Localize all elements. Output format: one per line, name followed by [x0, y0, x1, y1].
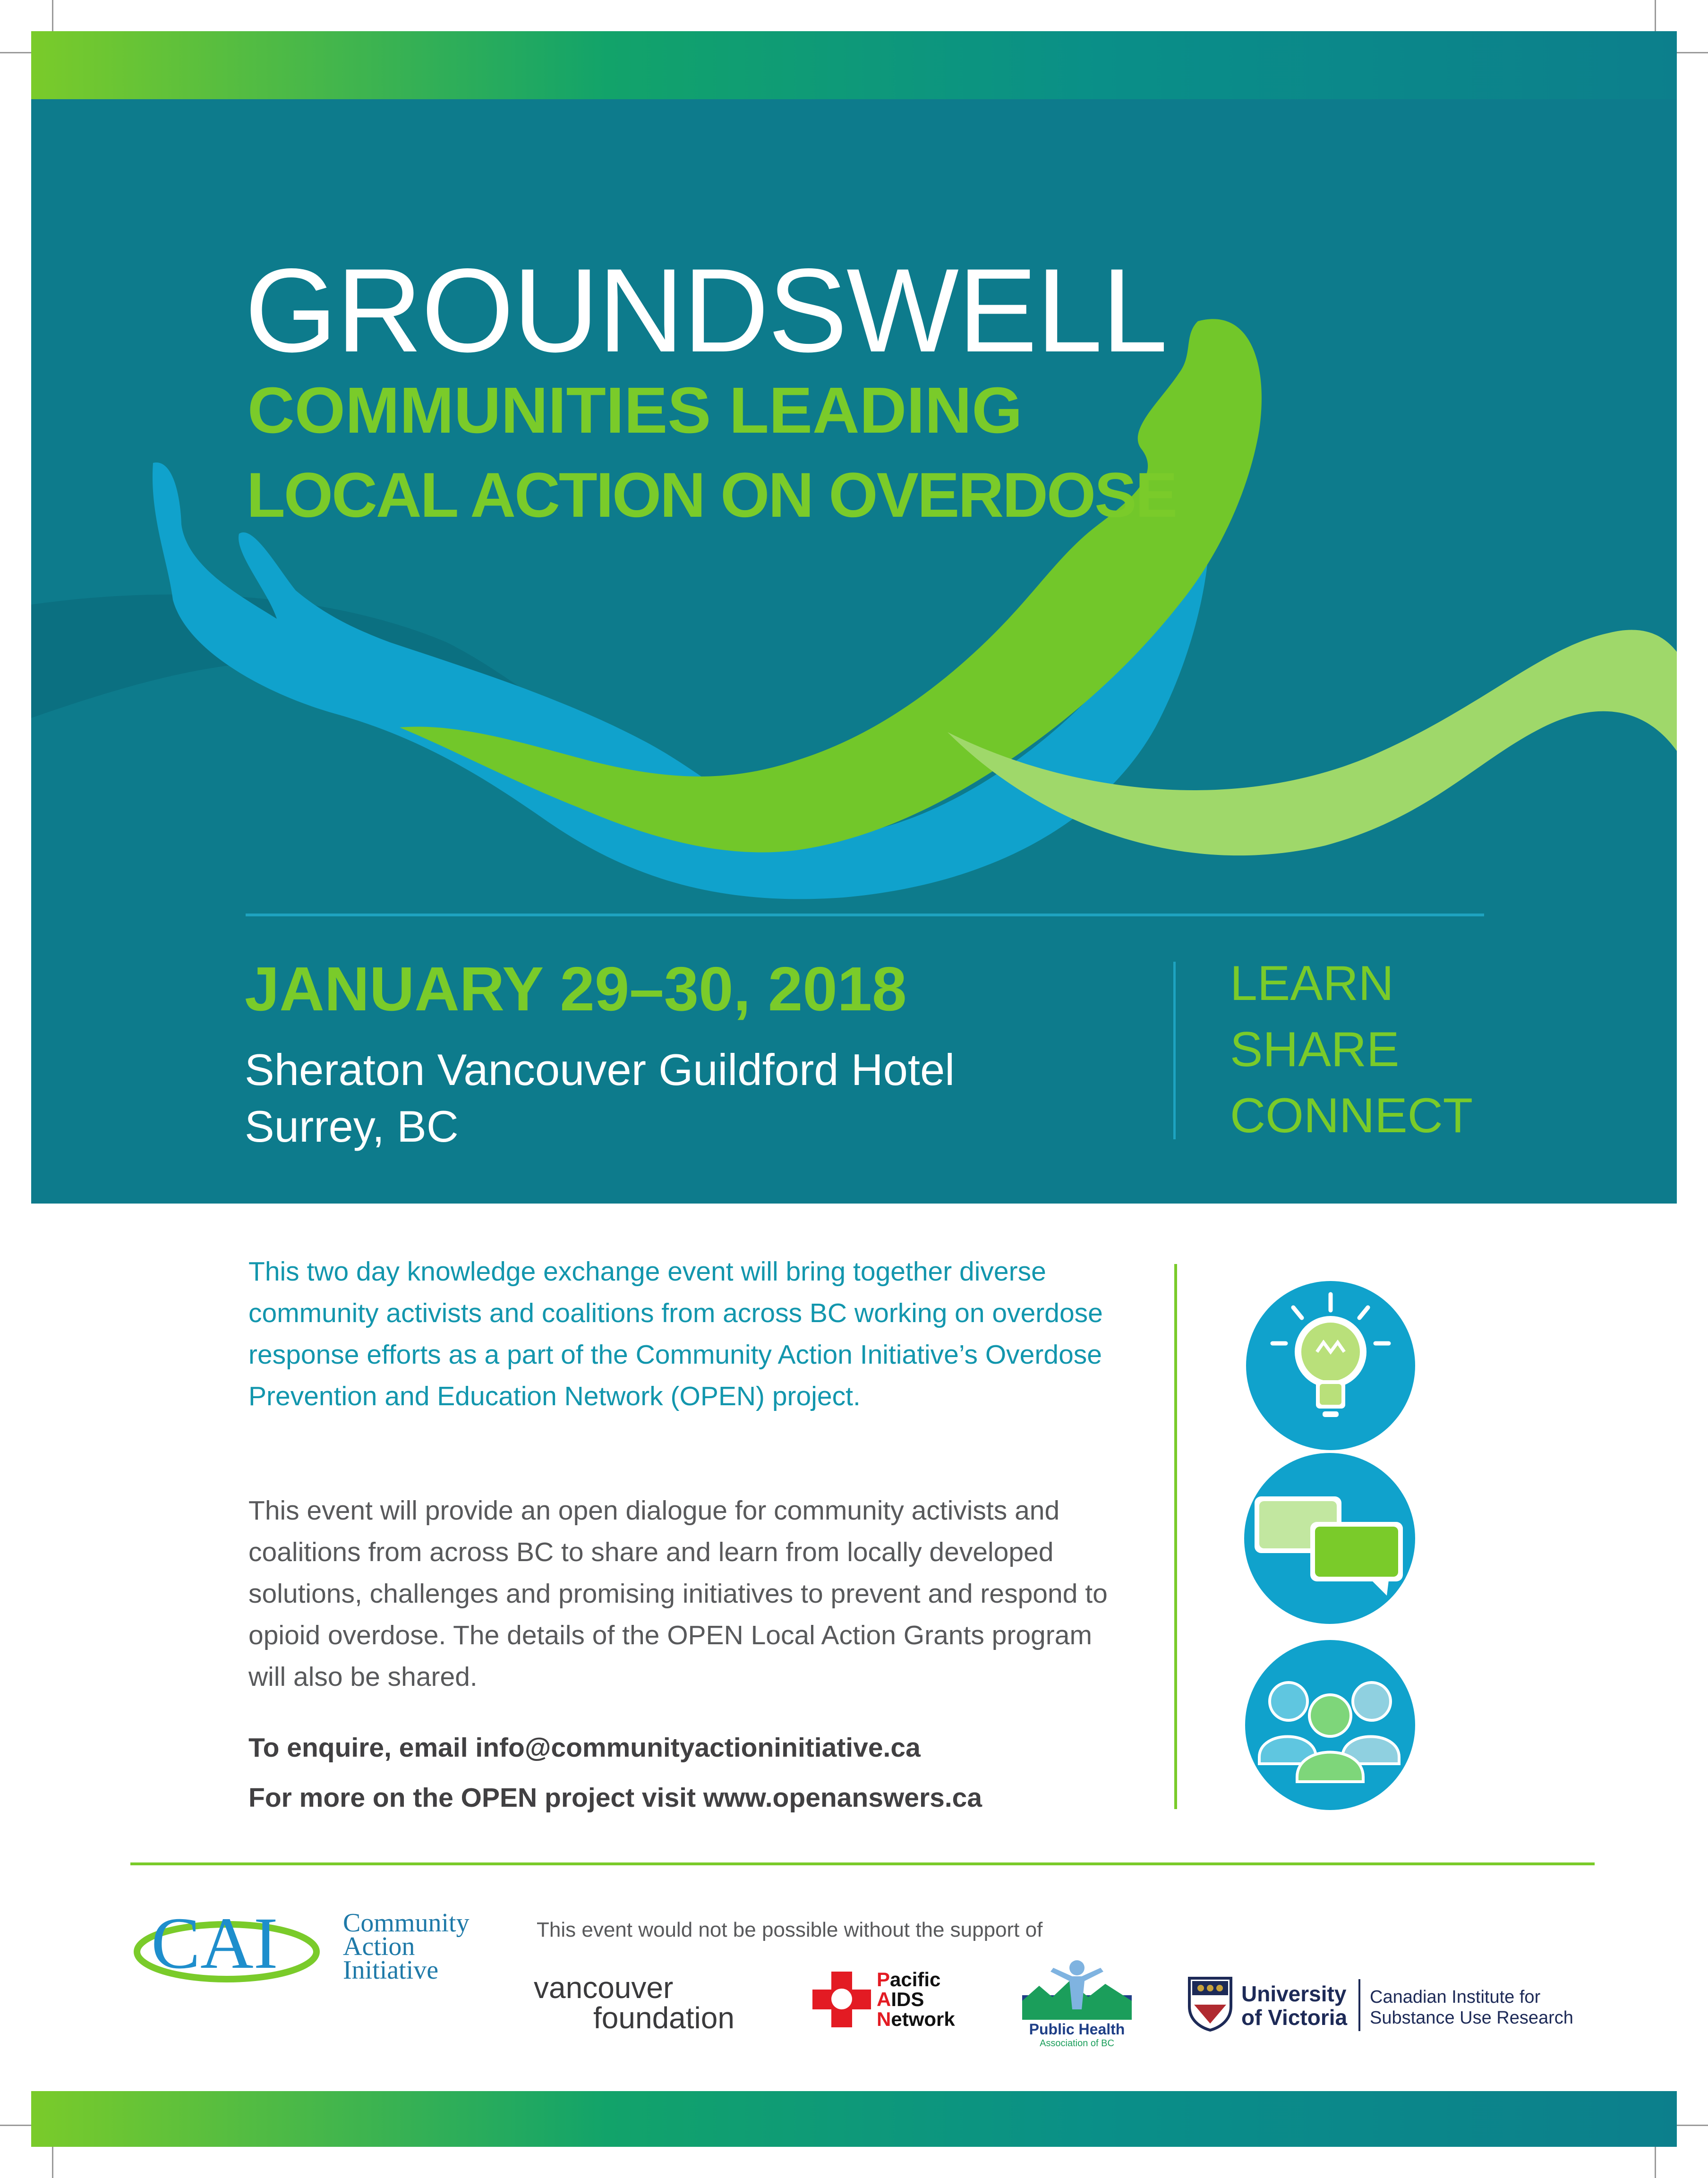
top-gradient-strip — [31, 31, 1677, 99]
motto-divider — [1173, 962, 1176, 1139]
event-subtitle-line2: LOCAL ACTION ON OVERDOSE — [247, 460, 1176, 530]
uvic-wordmark — [1241, 1982, 1347, 2029]
event-city: Surrey, BC — [245, 1102, 459, 1151]
footer-divider — [130, 1862, 1595, 1865]
uvic-divider — [1358, 1979, 1360, 2031]
pan-word: acific — [890, 1968, 941, 1990]
icons-divider — [1174, 1264, 1177, 1809]
pan-wordmark — [877, 1970, 955, 2029]
uvic-line: of Victoria — [1241, 2005, 1348, 2030]
vf-line1: vancouver — [534, 1971, 674, 2005]
vancouver-foundation-logo — [534, 1973, 734, 2033]
motto-learn: LEARN — [1230, 956, 1394, 1011]
event-date: JANUARY 29–30, 2018 — [245, 954, 907, 1024]
contact-web-line: For more on the OPEN project visit www.openanswers.ca — [248, 1783, 982, 1813]
cai-wordmark — [343, 1908, 470, 1985]
bottom-gradient-strip — [31, 2091, 1677, 2147]
motto-connect: CONNECT — [1230, 1088, 1473, 1143]
pan-initial: A — [877, 1988, 891, 2010]
pan-initial: P — [877, 1968, 890, 1990]
hero-banner — [31, 99, 1677, 1204]
cai-mark: CAI — [151, 1905, 278, 1984]
intro-paragraph: This two day knowledge exchange event will bring together diverse community activists and coalitions from across BC working on overdose response efforts as a part of the Community Action Initiative’s Overdose Prevention and Education Network (OPEN) project. — [248, 1256, 1103, 1411]
lightbulb-icon — [1246, 1281, 1415, 1450]
pan-word: etwork — [891, 2008, 955, 2030]
pan-initial: N — [877, 2008, 891, 2030]
event-venue: Sheraton Vancouver Guildford Hotel — [245, 1045, 955, 1094]
contact-email-line: To enquire, email info@communityactioninitiative.ca — [248, 1733, 921, 1763]
people-icon — [1245, 1640, 1415, 1810]
pha-subtitle: Association of BC — [1040, 2038, 1114, 2049]
uvic-line: University — [1241, 1982, 1347, 2006]
cai-logo — [128, 1905, 345, 1986]
cai-name-line: Action — [343, 1932, 415, 1961]
cisur-wordmark — [1370, 1987, 1573, 2028]
cisur-line: Canadian Institute for — [1370, 1987, 1541, 2007]
motto-share: SHARE — [1230, 1022, 1400, 1077]
pan-word: IDS — [891, 1988, 924, 2010]
hero-divider — [246, 914, 1484, 916]
details-paragraph: This event will provide an open dialogue for community activists and coalitions from across BC to share and learn from locally developed solutions, challenges and promising initiatives to prevent and respond to opioid overdose. The details of the OPEN Local Action Grants program will also be shared. — [248, 1495, 1108, 1692]
pha-name: Public Health — [1029, 2021, 1125, 2038]
cai-name-line: Initiative — [343, 1956, 439, 1985]
cai-name-line: Community — [343, 1908, 470, 1938]
cisur-line: Substance Use Research — [1370, 2008, 1573, 2028]
speech-bubbles-icon — [1244, 1453, 1415, 1624]
event-title: GROUNDSWELL — [245, 244, 1167, 377]
pan-cross-icon — [809, 1969, 875, 2030]
uvic-crest-icon — [1187, 1976, 1233, 2032]
event-subtitle-line1: COMMUNITIES LEADING — [248, 374, 1023, 447]
vf-line2: foundation — [593, 2001, 734, 2035]
pha-figure-icon — [1022, 1957, 1132, 2020]
support-statement: This event would not be possible without the support of — [537, 1918, 1043, 1941]
